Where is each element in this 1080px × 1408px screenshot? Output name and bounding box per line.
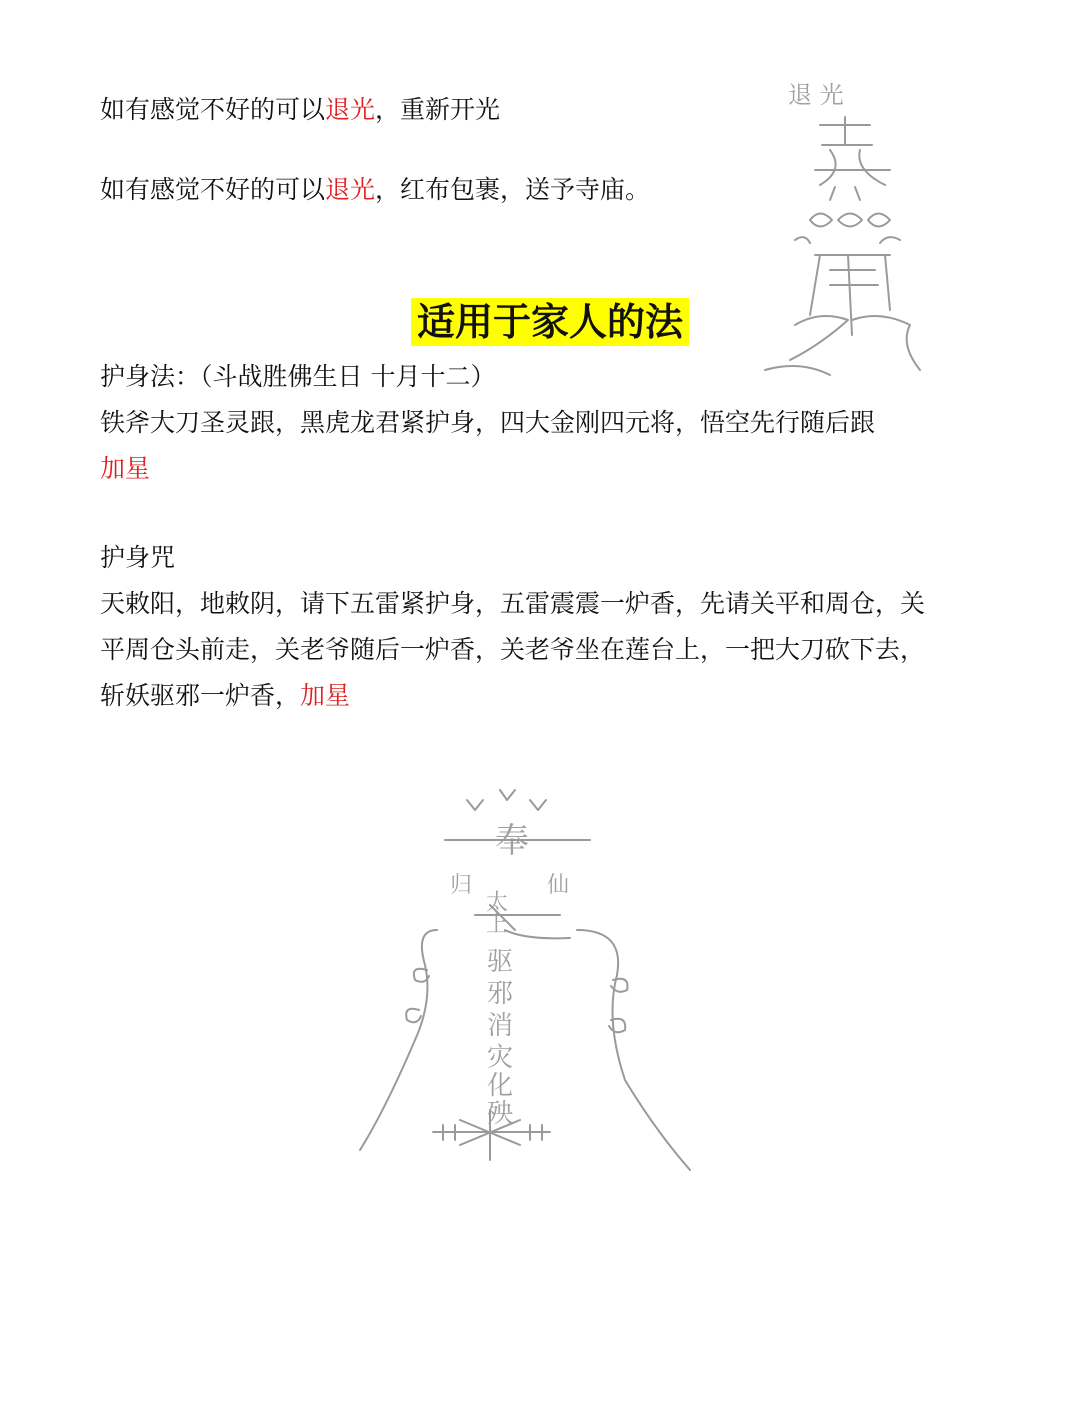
talisman-label: 退 光 [788, 81, 844, 109]
hushen-fa-heading: 护身法：（斗战胜佛生日 十月十二） [100, 362, 496, 391]
instruction-line-1: 如有感觉不好的可以退光，重新开光 [100, 95, 501, 124]
tuiguang-talisman-drawing [760, 75, 930, 385]
talisman-column-6: 殃 [487, 1099, 514, 1129]
hushen-fa-jiaxing: 加星 [100, 454, 151, 483]
talisman-column-4: 灾 [487, 1043, 514, 1073]
talisman-left-char: 归 [450, 873, 473, 898]
hushen-zhou-line-3: 斩妖驱邪一炉香，加星 [100, 681, 351, 710]
talisman-middle-chars: 太上 [482, 890, 508, 934]
talisman-right-char: 仙 [547, 873, 570, 898]
highlight-tuiguang: 退光 [325, 175, 376, 204]
hushen-zhou-heading: 护身咒 [100, 543, 176, 572]
talisman-top-char: 奉 [495, 821, 529, 861]
hushen-zhou-jiaxing: 加星 [300, 681, 351, 710]
hushen-fa-verse: 铁斧大刀圣灵跟，黑虎龙君紧护身，四大金刚四元将，悟空先行随后跟 [100, 408, 876, 437]
section-title: 适用于家人的法 [411, 298, 689, 346]
instruction-line-2: 如有感觉不好的可以退光，红布包裹，送予寺庙。 [100, 175, 651, 204]
talisman-column-5: 化 [487, 1071, 514, 1101]
quxie-talisman-drawing [355, 780, 700, 1180]
talisman-column-2: 邪 [487, 979, 514, 1009]
talisman-column-3: 消 [487, 1011, 514, 1041]
hushen-zhou-line-2: 平周仓头前走，关老爷随后一炉香，关老爷坐在莲台上，一把大刀砍下去， [100, 635, 926, 664]
talisman-column-1: 驱 [487, 947, 514, 977]
highlight-tuiguang: 退光 [325, 95, 376, 124]
hushen-zhou-line-1: 天敕阳，地敕阴，请下五雷紧护身，五雷震震一炉香，先请关平和周仓，关 [100, 589, 926, 618]
